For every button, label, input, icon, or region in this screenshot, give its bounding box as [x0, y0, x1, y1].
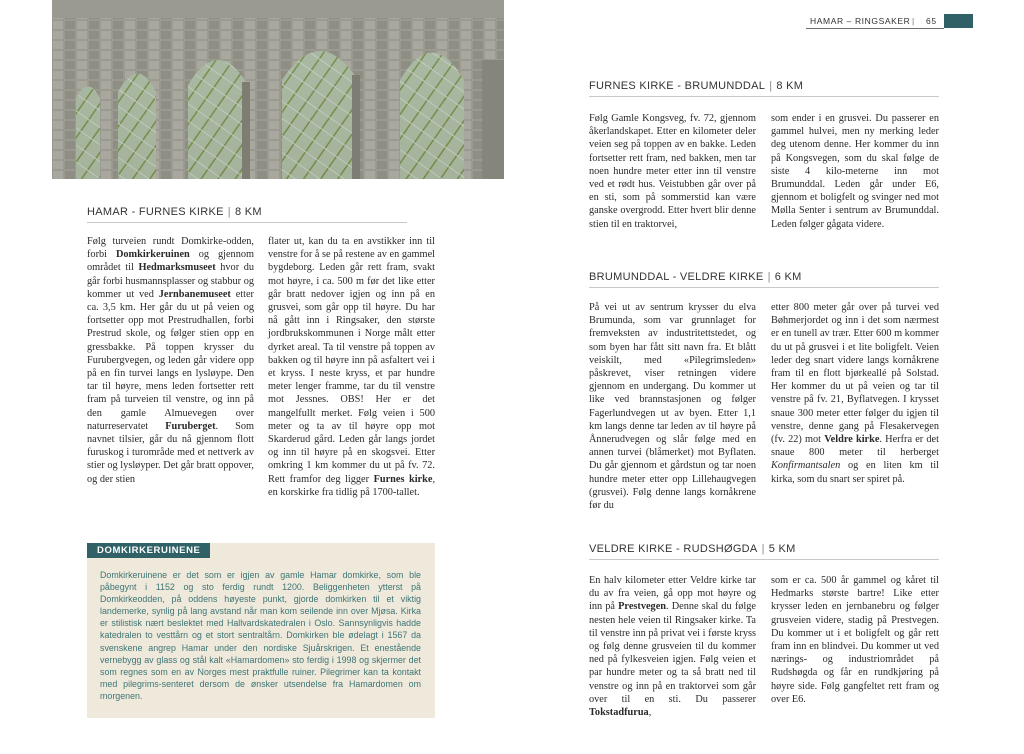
section-title: FURNES KIRKE - BRUMUNDDAL	[589, 80, 766, 92]
info-box-title: DOMKIRKERUINENE	[87, 543, 210, 558]
section-heading-hamar-furnes: HAMAR - FURNES KIRKE | 8 KM	[87, 205, 407, 223]
place-name: Tokstadfurua	[589, 707, 649, 719]
running-separator: |	[912, 16, 915, 26]
text-column-furnes-brumunddal-2: som ender i en grusvei. Du passerer en gammel hulvei, men ny merking leder deg utenom denne. Her kommer du inn på Kongsvegen, som du skal følge de siste 4 kilo-meterne inn mot Brumunddal. Leden går under E6, gjennom et boligfelt og svinger ned mot Mølla Senter i sentrum av Brumunddal. Leden følger gågata videre.	[771, 113, 939, 230]
section-distance: 5 KM	[768, 543, 796, 555]
info-box-domkirkeruinene	[87, 543, 435, 718]
section-title: VELDRE KIRKE - RUDSHØGDA	[589, 543, 758, 555]
text-column-brumunddal-veldre-1: På vei ut av sentrum krysser du elva Brumunda, som var grunnlaget for fremveksten av industritettstedet, og som byen har fått sitt navn fra. Et blått veiskilt, med «Pilegrimsleden» påskrevet, viser retningen videre gjennom en undergang. Du kommer ut like ved brannstasjonen og følger Fagerlundvegen ut av byen. Etter 1,1 km langs denne tar leden av til høyre på Ånnerudvegen og slår følge med en annen turvei (blåmerket) mot Byflaten. Du går gjennom et gårdstun og tar noen hundre meter etter opp Lillehaugvegen (grusvei). Følg denne langs kornåkrene før du	[589, 302, 756, 512]
running-header	[806, 15, 944, 29]
info-box-text: Domkirkeruinene er det som er igjen av gamle Hamar domkirke, som ble påbegynt i 1152 og sto ferdig rundt 1200. Beliggenheten ytterst på Domkirkeodden, på oddens høyeste punkt, gjorde domkirken til et viktig landemerke, synlig på lang avstand når man kom seilende inn over Mjøsa. Kirka er stilistisk nært beslektet med Hallvardskatedralen i Oslo. Sannsynligvis hadde katedralen to vesttårn og et stort sentraltårn. Domkirken ble ødelagt i 1567 da svenskene angrep Hamar under den nordiske Sjuårskrigen. Et enestående vernebygg av glass og stål kalt «Hamardomen» sto ferdig i 1998 og skjermer det som regnes som en av Norges mest praktfulle ruiner. Pilegrimer kan ta kontakt med pilegrims-senteret dersom de ønsker utsendelse fra Hamardomen om morgenen.	[100, 570, 421, 701]
church-ruin-photo	[52, 0, 504, 179]
text-column-brumunddal-veldre-2: etter 800 meter går over på turvei ved Bøhmerjordet og inn i det som nærmest er en tunell av trær. Etter 600 m kommer du ut på grusvei i et lite boligfelt. Veien leder deg snart videre langs kornåkrene fram til en flott bjørkeallé på Solstad. Her kommer du ut på veien og tar til venstre på fv. 21, Byflatvegen. I krysset snaue 300 meter etter følger du igjen til venstre, denne gang på Flesakervegen (fv. 22) mot Veldre kirke. Herfra er det snaue 800 meter til herberget Konfirmantsalen og en liten km til kirka, som du snart ser spiret på.	[771, 302, 939, 485]
place-name: Konfirmantsalen	[771, 460, 841, 472]
text-column-hamar-furnes-1: Følg turveien rundt Domkirke-odden, forbi Domkirkeruinen og gjennom området til Hedmarksmuseet hvor du går forbi husmannsplasser og stabbur og kommer ut ved Jernbanemuseet etter ca. 3,5 km. Her går du ut på veien og fortsetter opp mot Prestrudhallen, forbi Prestrud skole, og følger stien opp en gressbakke. På toppen krysser du Furubergvegen, og leden går videre opp på en fin turvei langs en lysløype. Den tar til høyre, mens leden fortsetter rett fram på turveien til venstre, og inn på den gamle Almuevegen over naturreservatet Furuberget. Som navnet tilsier, går du nå gjennom flott furuskog i turområde med et nettverk av stier og lysløyper. Det går bratt oppover, og der stien	[87, 236, 255, 485]
section-heading-brumunddal-veldre: BRUMUNDDAL - VELDRE KIRKE | 6 KM	[589, 270, 939, 288]
page-number: 65	[926, 16, 937, 26]
place-name: Prestvegen	[618, 601, 666, 613]
place-name: Furuberget	[165, 420, 216, 432]
section-distance: 8 KM	[234, 206, 262, 218]
section-distance: 8 KM	[776, 80, 804, 92]
text-column-veldre-rudshogda-1: En halv kilometer etter Veldre kirke tar du av fra veien, gå opp mot høyre og inn på Prestvegen. Denne skal du følge nesten hele veien til Ringsaker kirke. Ta til venstre inn på privat vei i første kryss og følg denne grusveien til du kommer ned på fylkesveien igjen. Følg veien et par hundre meter og ta så bratt ned til venstre og inn på en traktorvei som går over til en sti. Du passerer Tokstadfurua,	[589, 575, 756, 719]
text-column-veldre-rudshogda-2: som er ca. 500 år gammel og kåret til Hedmarks største bartre! Like etter krysser leden en jernbanebru og følger grusveien videre, stadig på Prestvegen. Du kommer ut i et boligfelt og går rett fram inn en blindvei. Du kommer ut ved nærings- og industriområdet på Rudshøgda og får en rundkjøring på høyre side. Følg gangfeltet rett fram og over E6.	[771, 575, 939, 705]
section-title: BRUMUNDDAL - VELDRE KIRKE	[589, 271, 764, 283]
text-column-hamar-furnes-2: flater ut, kan du ta en avstikker inn til venstre for å se på restene av en gammel bygdeborg. Leden går rett fram, svakt mot høyre, i ca. 500 m før det like etter går bratt nedover igjen og inn på en grusvei, som går opp til høyre. Du har nå gått inn i Ringsaker, den største jordbrukskommunen i Norge målt etter dyrket areal. Ta til venstre på toppen av bakken og til høyre inn på asfaltert vei i et kryss. I neste kryss, et par hundre meter lenger framme, tar du til venstre mot Jessnes. OBS! Her er det mangelfullt merket. Følg veien i 500 meter og ta av til høyre opp mot Skarderud gård. Leden går langs jordet og inn til høyre på en skogsvei. Etter omkring 1 km kommer du ut på fv. 72. Rett framfor deg ligger Furnes kirke, en korskirke fra tidlig på 1700-tallet.	[268, 236, 436, 498]
place-name: Domkirkeruinen	[115, 249, 190, 261]
running-title: HAMAR – RINGSAKER	[810, 16, 911, 26]
text-column-furnes-brumunddal-1: Følg Gamle Kongsveg, fv. 72, gjennom åkerlandskapet. Etter en kilometer deler veien seg på toppen av en bakke. Leden fortsetter rett fram, ned bakken, men tar noen hundre meter etter inn til venstre ved et rødt hus. Veistubben går over på en sti, som på sommerstid kan være ganske overgrodd. Etter hvert blir denne stien til en traktorvei,	[589, 113, 756, 230]
place-name: Jernbanemuseet	[158, 288, 231, 300]
section-distance: 6 KM	[774, 271, 802, 283]
section-title: HAMAR - FURNES KIRKE	[87, 206, 224, 218]
section-heading-veldre-rudshogda: VELDRE KIRKE - RUDSHØGDA | 5 KM	[589, 542, 939, 560]
chapter-tab	[944, 14, 973, 28]
place-name: Furnes kirke	[373, 473, 433, 485]
section-heading-furnes-brumunddal: FURNES KIRKE - BRUMUNDDAL | 8 KM	[589, 79, 939, 97]
place-name: Veldre kirke	[824, 434, 880, 446]
place-name: Hedmarksmuseet	[138, 262, 216, 274]
